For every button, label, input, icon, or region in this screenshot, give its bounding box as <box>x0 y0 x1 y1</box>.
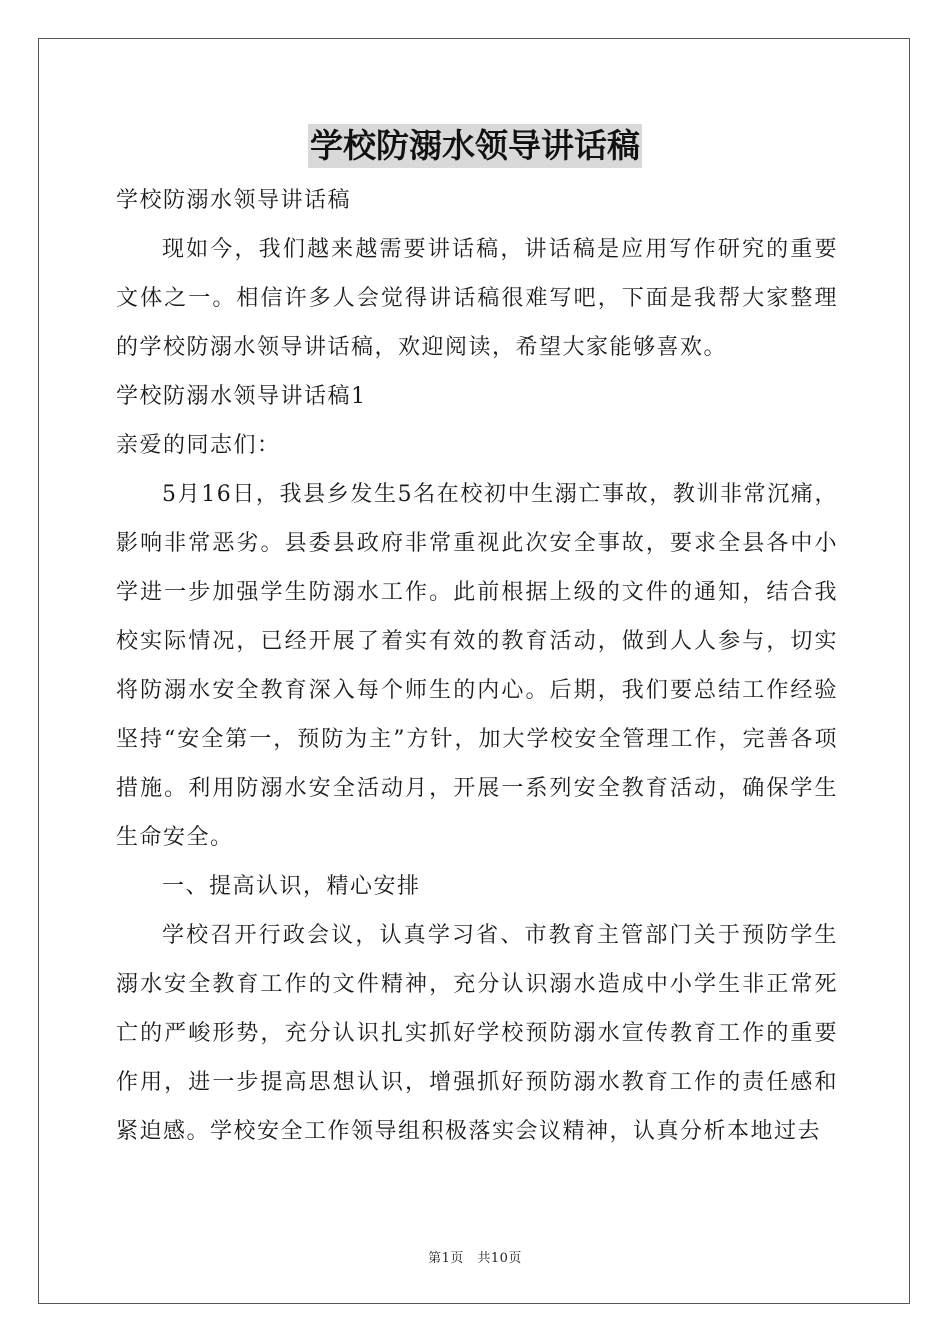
document-subtitle: 学校防溺水领导讲话稿 <box>116 188 352 213</box>
title-container <box>0 124 950 168</box>
document-body <box>116 176 838 1156</box>
subheading-1: 一、提高认识，精心安排 <box>162 874 421 899</box>
section-heading: 学校防溺水领导讲话稿1 <box>116 384 367 409</box>
intro-paragraph: 现如今，我们越来越需要讲话稿，讲话稿是应用写作研究的重要文体之一。相信许多人会觉得讲话稿很难写吧，下面是我帮大家整理的学校防溺水领导讲话稿，欢迎阅读，希望大家能够喜欢。 <box>116 237 838 360</box>
body-paragraph-2: 学校召开行政会议，认真学习省、市教育主管部门关于预防学生溺水安全教育工作的文件精神，充分认识溺水造成中小学生非正常死亡的严峻形势，充分认识扎实抓好学校预防溺水宣传教育工作的重要作用，进一步提高思想认识，增强抓好预防溺水教育工作的责任感和紧迫感。学校安全工作领导组积极落实会议精神，认真分析本地过去 <box>116 923 838 1144</box>
page-footer: 第1页 共10页 <box>428 1251 522 1266</box>
document-title: 学校防溺水领导讲话稿 <box>308 124 642 168</box>
salutation: 亲爱的同志们： <box>116 433 281 458</box>
body-paragraph-1: 5月16日，我县乡发生5名在校初中生溺亡事故，教训非常沉痛，影响非常恶劣。县委县政府非常重视此次安全事故，要求全县各中小学进一步加强学生防溺水工作。此前根据上级的文件的通知，结合我校实际情况，已经开展了着实有效的教育活动，做到人人参与，切实将防溺水安全教育深入每个师生的内心。后期，我们要总结工作经验坚持“安全第一，预防为主”方针，加大学校安全管理工作，完善各项措施。利用防溺水安全活动月，开展一系列安全教育活动，确保学生生命安全。 <box>116 482 838 850</box>
